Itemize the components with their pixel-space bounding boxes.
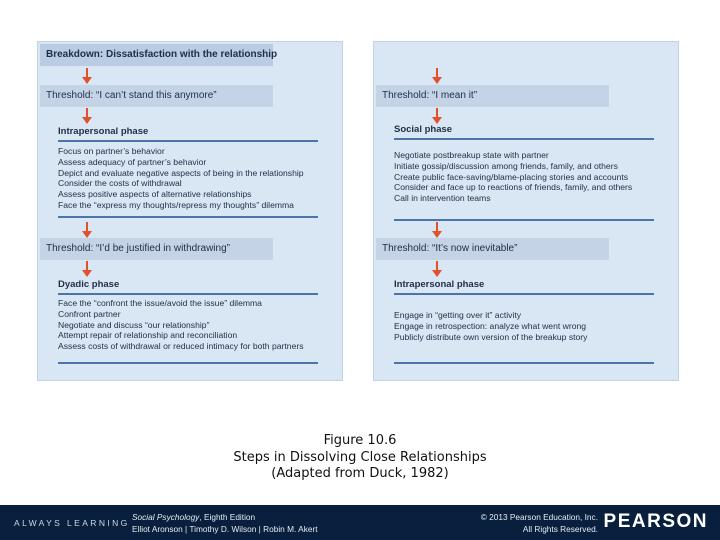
breakdown-header: Breakdown: Dissatisfaction with the relationship — [40, 44, 273, 66]
divider — [394, 362, 654, 364]
figure-title: Steps in Dissolving Close Relationships — [233, 450, 487, 465]
figure-number: Figure 10.6 — [323, 433, 397, 448]
arrow-down-icon — [82, 222, 92, 238]
list-item: Publicly distribute own version of the breakup story — [394, 331, 588, 342]
book-title: Social Psychology — [132, 512, 200, 522]
threshold-2-band: Threshold: “I’d be justified in withdrawing” — [40, 238, 273, 260]
list-item: Call in intervention teams — [394, 193, 491, 204]
list-item: Assess costs of withdrawal or reduced intimacy for both partners — [58, 341, 304, 352]
phase-items-dyadic — [58, 298, 324, 352]
arrow-down-icon — [432, 108, 442, 124]
list-item: Assess positive aspects of alternative relationships — [58, 189, 252, 200]
divider — [394, 219, 654, 221]
list-item: Consider and face up to reactions of friends, family, and others — [394, 182, 633, 193]
list-item: Negotiate postbreakup state with partner — [394, 150, 549, 160]
arrow-down-icon — [82, 261, 92, 277]
threshold-4-band: Threshold: “It’s now inevitable” — [376, 238, 609, 260]
list-item: Negotiate and discuss “our relationship” — [58, 319, 210, 330]
list-item: Engage in “getting over it” activity — [394, 310, 522, 320]
divider — [58, 216, 318, 218]
phase-title-dyadic: Dyadic phase — [58, 279, 318, 295]
threshold-3-band: Threshold: “I mean it” — [376, 85, 609, 107]
phase-title-intrapersonal-2: Intrapersonal phase — [394, 279, 654, 295]
list-item: Focus on partner’s behavior — [58, 146, 165, 156]
divider — [58, 362, 318, 364]
arrow-down-icon — [432, 222, 442, 238]
copyright-line: © 2013 Pearson Education, Inc. — [480, 512, 598, 522]
phase-title-intrapersonal: Intrapersonal phase — [58, 126, 318, 142]
list-item: Face the “confront the issue/avoid the issue” dilemma — [58, 298, 262, 308]
arrow-down-icon — [82, 108, 92, 124]
book-edition: , Eighth Edition — [199, 512, 256, 522]
list-item: Face the “express my thoughts/repress my thoughts” dilemma — [58, 199, 294, 210]
list-item: Assess adequacy of partner’s behavior — [58, 156, 207, 167]
arrow-down-icon — [432, 261, 442, 277]
phase-items-intrapersonal — [58, 146, 324, 211]
list-item: Initiate gossip/discussion among friends, family, and others — [394, 160, 618, 171]
list-item: Confront partner — [58, 308, 121, 319]
threshold-1-band: Threshold: “I can’t stand this anymore” — [40, 85, 273, 107]
book-info — [132, 511, 318, 535]
phase-title-social: Social phase — [394, 124, 654, 140]
arrow-down-icon — [432, 68, 442, 84]
phase-items-intrapersonal-2 — [394, 310, 660, 342]
pearson-logo: PEARSON — [603, 511, 708, 532]
phase-items-social — [394, 150, 660, 204]
list-item: Depict and evaluate negative aspects of being in the relationship — [58, 167, 304, 178]
always-learning-tagline: ALWAYS LEARNING — [14, 518, 130, 528]
list-item: Consider the costs of withdrawal — [58, 178, 182, 189]
list-item: Create public face-saving/blame-placing stories and accounts — [394, 171, 629, 182]
rights-line: All Rights Reserved. — [522, 524, 598, 534]
book-authors: Elliot Aronson | Timothy D. Wilson | Robin M. Akert — [132, 524, 318, 534]
list-item: Attempt repair of relationship and reconciliation — [58, 330, 238, 341]
figure-source: (Adapted from Duck, 1982) — [271, 466, 449, 481]
copyright-notice — [481, 511, 598, 535]
list-item: Engage in retrospection: analyze what went wrong — [394, 320, 587, 331]
right-flowchart-panel — [373, 41, 679, 381]
arrow-down-icon — [82, 68, 92, 84]
left-flowchart-panel — [37, 41, 343, 381]
footer-bar — [0, 505, 720, 540]
